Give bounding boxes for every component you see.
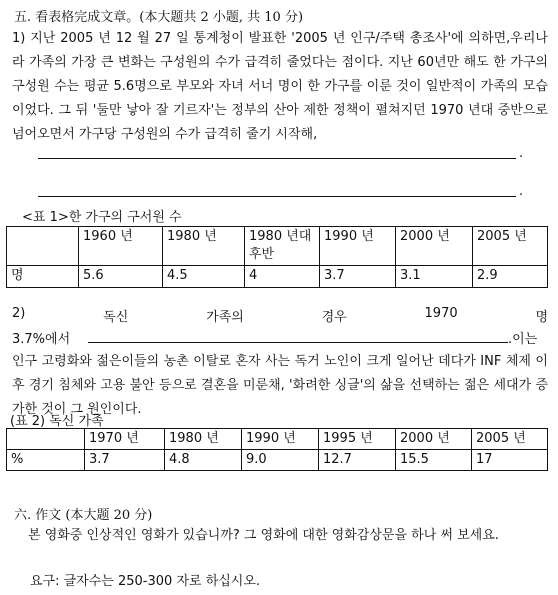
table-cell: 17	[472, 450, 548, 471]
table-header-cell	[7, 429, 85, 450]
q2-line2-end: .이는	[508, 332, 538, 347]
q2-answer-blank[interactable]	[88, 342, 508, 343]
table-header-cell: 2000 년	[396, 429, 472, 450]
q2-word: 2)	[12, 306, 26, 321]
table-cell: 2.9	[473, 266, 548, 288]
q2-line2-start: 3.7%에서	[12, 332, 71, 347]
q2-word: 경우	[321, 310, 347, 325]
table-cell: 5.6	[79, 266, 163, 288]
q2-paragraph: 인구 고령화와 젊은이들의 농촌 이탈로 혼자 사는 독거 노인이 크게 일어난 데다가 INF 체제 이후 경기 침체와 고용 불안 등으로 결혼을 미룬채, '화려한 싱글'의 삶을 선택하는 젊은 세대가 증가한 것이 그 원인이다.	[12, 354, 548, 417]
q2-word: 명	[535, 310, 548, 325]
table-header-row	[7, 429, 548, 450]
table-cell: 3.1	[396, 266, 473, 288]
table-cell: 9.0	[242, 450, 319, 471]
table-header-cell: 1990 년	[320, 227, 396, 266]
table-header-row	[7, 227, 548, 266]
table1-caption: <표 1>한 가구의 구서원 수	[22, 210, 182, 225]
q2-word: 가족의	[206, 310, 244, 325]
q1-answer-blank-1[interactable]	[38, 158, 516, 159]
table-header-cell: 1960 년	[79, 227, 163, 266]
table-cell: 4	[245, 266, 320, 288]
table-cell: 4.5	[163, 266, 245, 288]
table-header-cell: 2000 년	[396, 227, 473, 266]
table-cell: 3.7	[320, 266, 396, 288]
section6-requirement: 요구: 글자수는 250-300 자로 하십시오.	[30, 574, 261, 589]
table-cell: 15.5	[396, 450, 472, 471]
table-header-cell: 1990 년	[242, 429, 319, 450]
table-cell: 4.8	[165, 450, 242, 471]
table-row	[7, 266, 548, 288]
table2-caption: (표 2) 독신 가족	[10, 414, 104, 429]
table-header-cell: 1980 년대 후반	[245, 227, 320, 266]
q2-line1	[12, 306, 548, 325]
q1-blank-2-period: .	[519, 184, 524, 199]
q2-word: 1970	[424, 306, 458, 321]
table-header-cell: 1995 년	[319, 429, 396, 450]
table-cell: 12.7	[319, 450, 396, 471]
table-row-label: 명	[7, 266, 79, 288]
table-cell: 3.7	[85, 450, 165, 471]
q1-blank-1-period: .	[519, 146, 524, 161]
table-row	[7, 450, 548, 471]
table-header-cell: 2005 년	[472, 429, 548, 450]
table-header-cell	[7, 227, 79, 266]
single-household-table	[6, 428, 548, 471]
section5-heading: 五. 看表格完成文章。(本大题共 2 小题, 共 10 分)	[14, 10, 304, 25]
q1-answer-blank-2[interactable]	[38, 196, 516, 197]
section6-heading: 六. 作文 (本大题 20 分)	[14, 508, 153, 523]
q1-paragraph: 1) 지난 2005 년 12 월 27 일 통계청이 발표한 '2005 년 인구/주택 총조사'에 의하면,우리나라 가족의 가장 큰 변화는 구성원의 수가 급격히 줄었다는 점이다. 지난 60년만 해도 한 가구의 구성원 수는 평균 5.6명으로 부모와 자녀 서너 명이 한 가구를 이룬 것이 일반적이 가족의 모습이었다. 그 뒤 '둘만 낳아 잘 기르자'는 정부의 산아 제한 정책이 펼쳐지던 1970 년대 중반으로 넘어오면서 가구당 구성원의 수가 급격히 줄기 시작해,	[12, 31, 548, 142]
q2-word: 독신	[103, 310, 129, 325]
section6-prompt: 본 영화중 인상적인 영화가 있습니까? 그 영화에 대한 영화감상문을 하나 써 보세요.	[28, 528, 499, 543]
table-header-cell: 1970 년	[85, 429, 165, 450]
table-header-cell: 2005 년	[473, 227, 548, 266]
table-header-cell: 1980 년	[165, 429, 242, 450]
table-row-label: %	[7, 450, 85, 471]
household-size-table	[6, 226, 548, 288]
table-header-cell: 1980 년	[163, 227, 245, 266]
